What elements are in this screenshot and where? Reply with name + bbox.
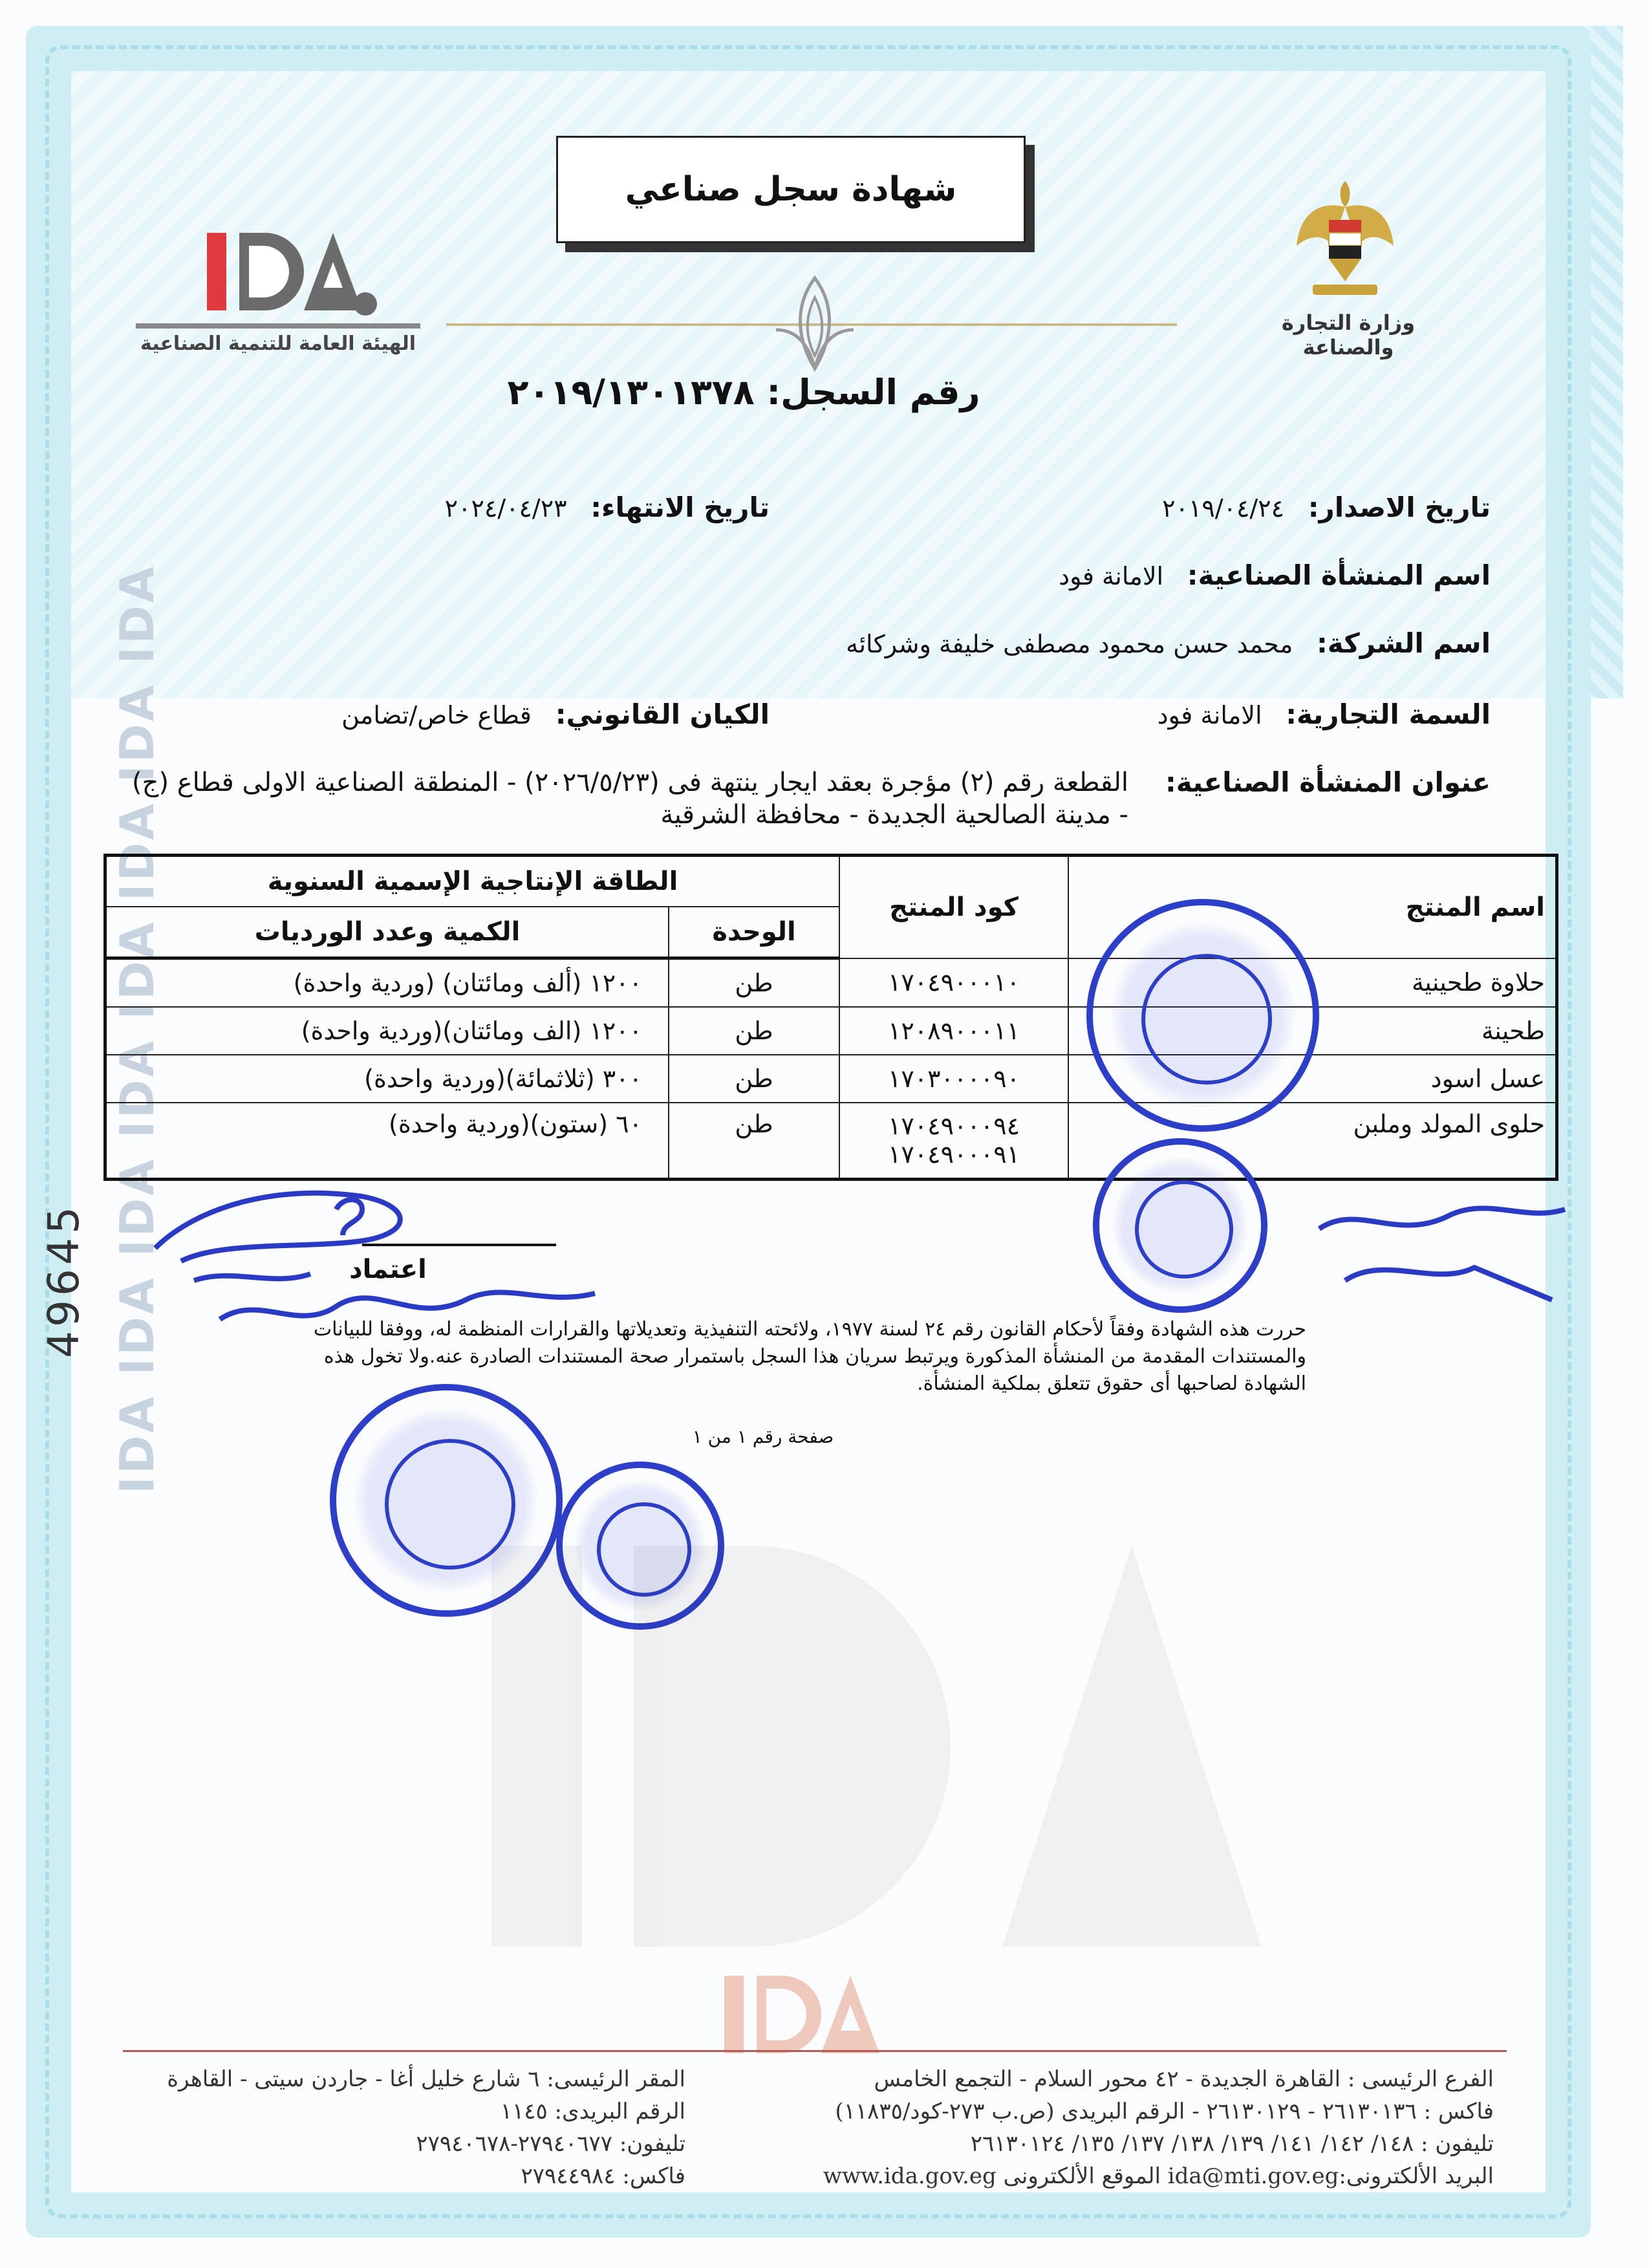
col-product-name: اسم المنتج: [1068, 856, 1557, 958]
footer-headquarters: [129, 2063, 685, 2192]
product-quantity: ١٢٠٠ (ألف ومائتان) (وردية واحدة): [105, 958, 669, 1008]
round-stamp: [1093, 1138, 1267, 1313]
company-name-value: محمد حسن محمود مصطفى خليفة وشركائه: [846, 630, 1293, 658]
product-unit: طن: [669, 958, 839, 1008]
facility-address-value: القطعة رقم (٢) مؤجرة بعقد ايجار ينتهة فى (٢٠٢٦/٥/٢٣) - المنطقة الصناعية الاولى قطاع (ج) - مدينة الصالحية الجديدة - محافظة الشرقية: [132, 768, 1128, 830]
product-code: ١٧٠٤٩٠٠٠٩٤: [887, 1112, 1020, 1141]
footer-main-branch: [698, 2063, 1494, 2192]
serial-number: 49645: [39, 1203, 89, 1358]
footer-line: فاكس: ٢٧٩٤٤٩٨٤: [521, 2163, 685, 2189]
products-table: [103, 854, 1558, 1181]
company-name: [846, 627, 1491, 659]
col-capacity: الطاقة الإنتاجية الإسمية السنوية: [105, 856, 840, 907]
ida-watermark-icon: [453, 1520, 1293, 1972]
issue-date-value: ٢٠١٩/٠٤/٢٤: [1162, 494, 1284, 523]
ida-logo-icon: [194, 226, 388, 317]
facility-name-label: اسم المنشأة الصناعية:: [1187, 559, 1491, 591]
table-row: [105, 1055, 1557, 1103]
product-code: ١٢٠٨٩٠٠٠١١: [839, 1007, 1068, 1055]
facility-address: [129, 766, 1491, 831]
ministry-caption: وزارة التجارة والصناعة: [1281, 310, 1416, 360]
col-quantity: الكمية وعدد الورديات: [105, 907, 669, 958]
signature-icon: [1306, 1190, 1578, 1319]
page-number: صفحة رقم ١ من ١: [692, 1426, 834, 1447]
product-name: حلاوة طحينية: [1068, 958, 1557, 1008]
footer-line: المقر الرئيسى: ٦ شارع خليل أغا - جاردن سيتى - القاهرة: [167, 2066, 685, 2092]
issue-date: [1162, 491, 1491, 523]
egypt-eagle-emblem-icon: [1293, 175, 1397, 304]
footer-line: فاكس : ٢٦١٣٠١٣٦ - ٢٦١٣٠١٢٩ - الرقم البريدى (ص.ب ٢٧٣-كود/١١٨٣٥): [835, 2099, 1494, 2124]
legal-entity-value: قطاع خاص/تضامن: [341, 701, 532, 729]
product-quantity: ١٢٠٠ (الف ومائتان)(وردية واحدة): [105, 1007, 669, 1055]
product-name: طحينة: [1068, 1007, 1557, 1055]
table-row: [105, 1103, 1557, 1179]
product-unit: طن: [669, 1103, 839, 1179]
product-codes: [839, 1103, 1068, 1179]
product-code-secondary: ١٧٠٤٩٠٠٠٩١: [887, 1140, 1020, 1169]
approval-label: اعتماد: [349, 1255, 427, 1284]
table-row: [105, 1007, 1557, 1055]
trade-name-value: الامانة فود: [1157, 701, 1262, 729]
expiry-date: [445, 491, 770, 523]
facility-name: [1059, 559, 1491, 591]
expiry-date-value: ٢٠٢٤/٠٤/٢٣: [444, 494, 567, 523]
ida-caption: الهيئة العامة للتنمية الصناعية: [136, 323, 420, 355]
col-product-code: كود المنتج: [839, 856, 1068, 958]
company-name-label: اسم الشركة:: [1317, 627, 1491, 659]
table-row: [105, 958, 1557, 1008]
ornament-icon: [770, 272, 860, 375]
footer-line: تليفون : ١٤٨/ ١٤٢/ ١٤١/ ١٣٩/ ١٣٨/ ١٣٧/ ١٣٥/ ٢٦١٣٠١٢٤: [970, 2131, 1494, 2157]
footer-line: البريد الألكترونى:ida@mti.gov.eg الموقع الألكترونى www.ida.gov.eg: [823, 2163, 1494, 2189]
product-unit: طن: [669, 1055, 839, 1103]
facility-address-label: عنوان المنشأة الصناعية:: [1165, 766, 1491, 798]
certificate-title: شهادة سجل صناعي: [556, 136, 1026, 243]
expiry-date-label: تاريخ الانتهاء:: [590, 491, 770, 523]
product-code: ١٧٠٤٩٠٠٠١٠: [839, 958, 1068, 1008]
product-code: ١٧٠٣٠٠٠٠٩٠: [839, 1055, 1068, 1103]
footer-line: الرقم البريدى: ١١٤٥: [500, 2099, 685, 2124]
product-quantity: ٦٠ (ستون)(وردية واحدة): [105, 1103, 669, 1179]
vertical-watermark: IDA IDA IDA IDA IDA IDA IDA IDA: [110, 564, 164, 1494]
footer-line: الفرع الرئيسى : القاهرة الجديدة - ٤٢ محور السلام - التجمع الخامس: [874, 2066, 1494, 2092]
product-name: حلوى المولد وملبن: [1068, 1103, 1557, 1179]
legal-entity: [341, 698, 770, 730]
facility-name-value: الامانة فود: [1059, 562, 1164, 590]
footer-line: تليفون: ٢٧٩٤٠٦٧٧-٢٧٩٤٠٦٧٨: [416, 2131, 685, 2157]
legal-entity-label: الكيان القانوني:: [555, 698, 770, 730]
ida-footer-logo-icon: [711, 1966, 905, 2063]
legal-note: حررت هذه الشهادة وفقاً لأحكام القانون رقم ٢٤ لسنة ١٩٧٧، ولائحته التنفيذية وتعديلاتها والقرارات المنظمة له، ووفقا للبيانات والمستندات المقدمة من المنشأة المذكورة ويرتبط سريان هذا السجل باستمرار صحة المستندات الصادرة عنه.ولا تخول هذه الشهادة لصاحبها أى حقوق تتعلق بملكية المنشأة.: [313, 1318, 1306, 1395]
registration-number: رقم السجل: ٢٠١٩/١٣٠١٣٧٨: [507, 372, 980, 413]
col-unit: الوحدة: [669, 907, 839, 958]
ministry-seal-stamp: [1086, 899, 1319, 1132]
product-name: عسل اسود: [1068, 1055, 1557, 1103]
trade-name: [1158, 698, 1491, 730]
product-quantity: ٣٠٠ (ثلاثمائة)(وردية واحدة): [105, 1055, 669, 1103]
approval-line: [362, 1244, 556, 1246]
footer-divider: [123, 2050, 1507, 2052]
trade-name-label: السمة التجارية:: [1286, 698, 1491, 730]
product-unit: طن: [669, 1007, 839, 1055]
issue-date-label: تاريخ الاصدار:: [1308, 491, 1491, 523]
